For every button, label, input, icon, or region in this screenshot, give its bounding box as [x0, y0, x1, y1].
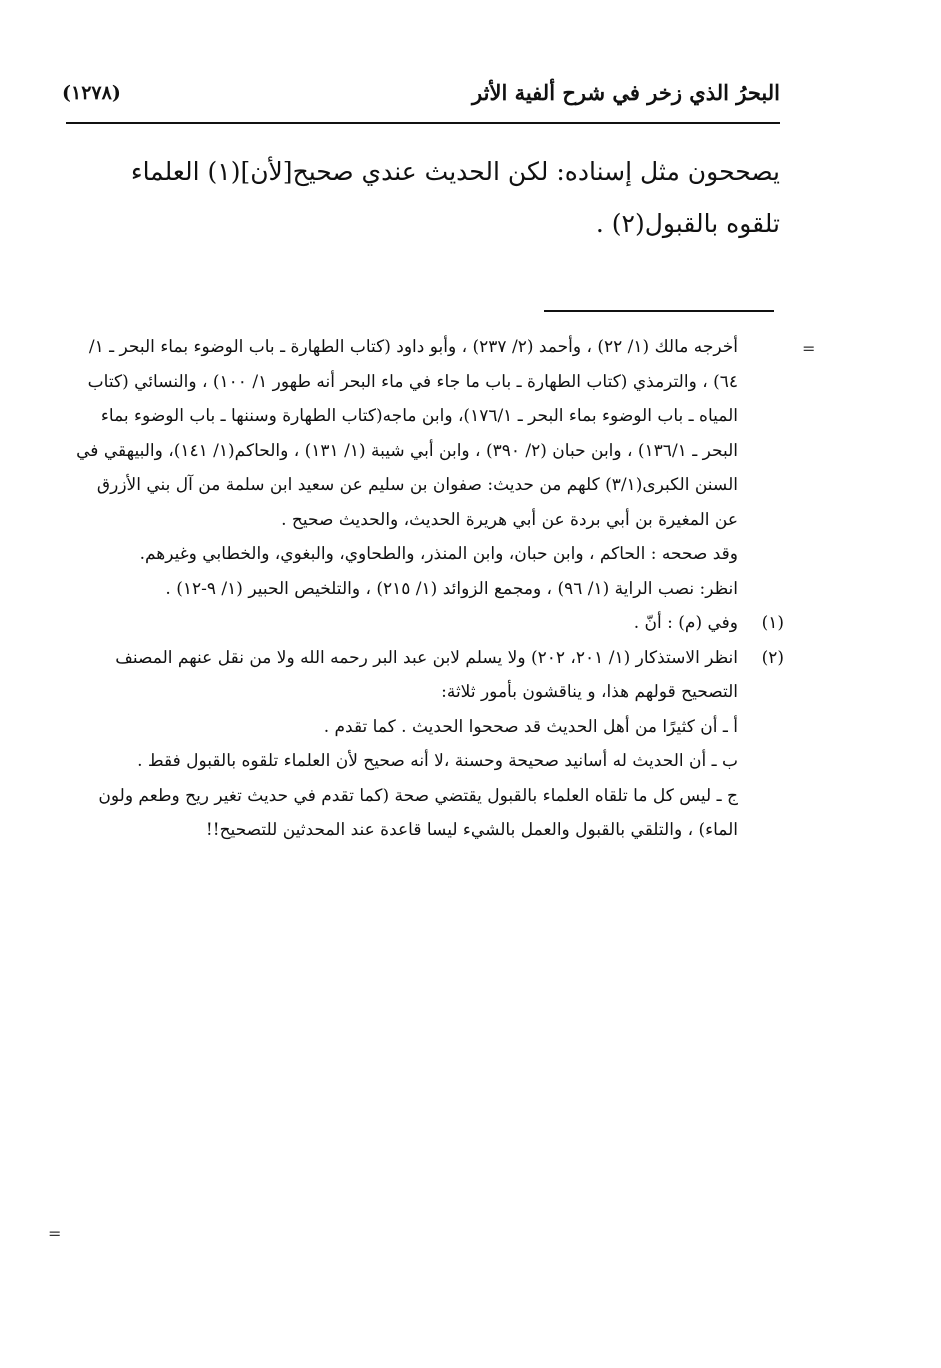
- footnote-paragraph: أ ـ أن كثيرًا من أهل الحديث قد صححوا الحديث . كما تقدم .: [323, 716, 738, 737]
- footnote-paragraph: ج ـ ليس كل ما تلقاه العلماء بالقبول يقتضي صحة (كما تقدم في حديث تغير ريح وطعم ولون الماء) ، والتلقي بالقبول والعمل بالشيء ليسا قاعدة عند المحدثين للتصحيح!!: [98, 785, 738, 840]
- footnote-paragraph: ب ـ أن الحديث له أسانيد صحيحة وحسنة ،لا أنه صحيح لأن العلماء تلقوه بالقبول فقط .: [137, 751, 738, 771]
- footnote-paragraph: انظر الاستذكار (١/ ٢٠١، ٢٠٢) ولا يسلم لابن عبد البر رحمه الله ولا من نقل عنهم المصنف التصحيح قولهم هذا، و يناقشون بأمور ثلاثة:: [115, 647, 738, 702]
- page-number: (١٢٧٨): [62, 82, 121, 104]
- footnote-2: [72, 641, 784, 848]
- book-title: البحرُ الذي زخر في شرح ألفية الأثر: [472, 80, 780, 105]
- footnote-number: (١): [761, 613, 784, 633]
- footnote-paragraph: انظر: نصب الراية (١/ ٩٦) ، ومجمع الزوائد (١/ ٢١٥) ، والتلخيص الحبير (١/ ٩-١٢) .: [165, 578, 738, 599]
- footnote-number: (٢): [761, 647, 784, 668]
- header-rule: [66, 122, 780, 124]
- margin-mark: =: [48, 1224, 62, 1243]
- footnote-paragraph: أخرجه مالك (١/ ٢٢) ، وأحمد (٢/ ٢٣٧) ، وأبو داود (كتاب الطهارة ـ باب الوضوء بماء البحر ـ ١/ ٦٤) ، والترمذي (كتاب الطهارة ـ باب ما جاء في ماء البحر أنه طهور ١/ ١٠٠) ، والنسائي (كتاب المياه ـ باب الوضوء بماء البحر ـ ١٧٦/١)، وابن ماجه(كتاب الطهارة وسننها ـ باب الوضوء بماء البحر ـ ١٣٦/١) ، وابن حبان (٢/ ٣٩٠) ، وابن أبي شيبة (١/ ١٣١) ، والحاكم(١/ ١٤١)، والبيهقي في السنن الكبرى(٣/١) كلهم من حديث: صفوان بن سليم عن سعيد ابن سلمة من آل بني الأزرق عن المغيرة بن أبي بردة عن أبي هريرة الحديث، والحديث صحيح .: [76, 337, 738, 530]
- footnote-paragraph: وفي (م) : أنّ .: [633, 613, 738, 633]
- footnote-1: [72, 606, 784, 641]
- footnote-intro: [72, 330, 784, 606]
- footnotes: [72, 330, 784, 848]
- main-text-line: يصححون مثل إسناده: لكن الحديث عندي صحيح[لأن](١) العلماء: [130, 157, 780, 186]
- footnote-separator: [544, 310, 774, 312]
- margin-mark: =: [802, 339, 816, 358]
- running-header: [62, 80, 780, 116]
- main-text: [90, 146, 780, 250]
- footnote-paragraph: وقد صححه : الحاكم ، وابن حبان، وابن المنذر، والطحاوي، والبغوي، والخطابي وغيرهم.: [139, 544, 738, 564]
- main-text-line: تلقوه بالقبول(٢) .: [595, 209, 780, 238]
